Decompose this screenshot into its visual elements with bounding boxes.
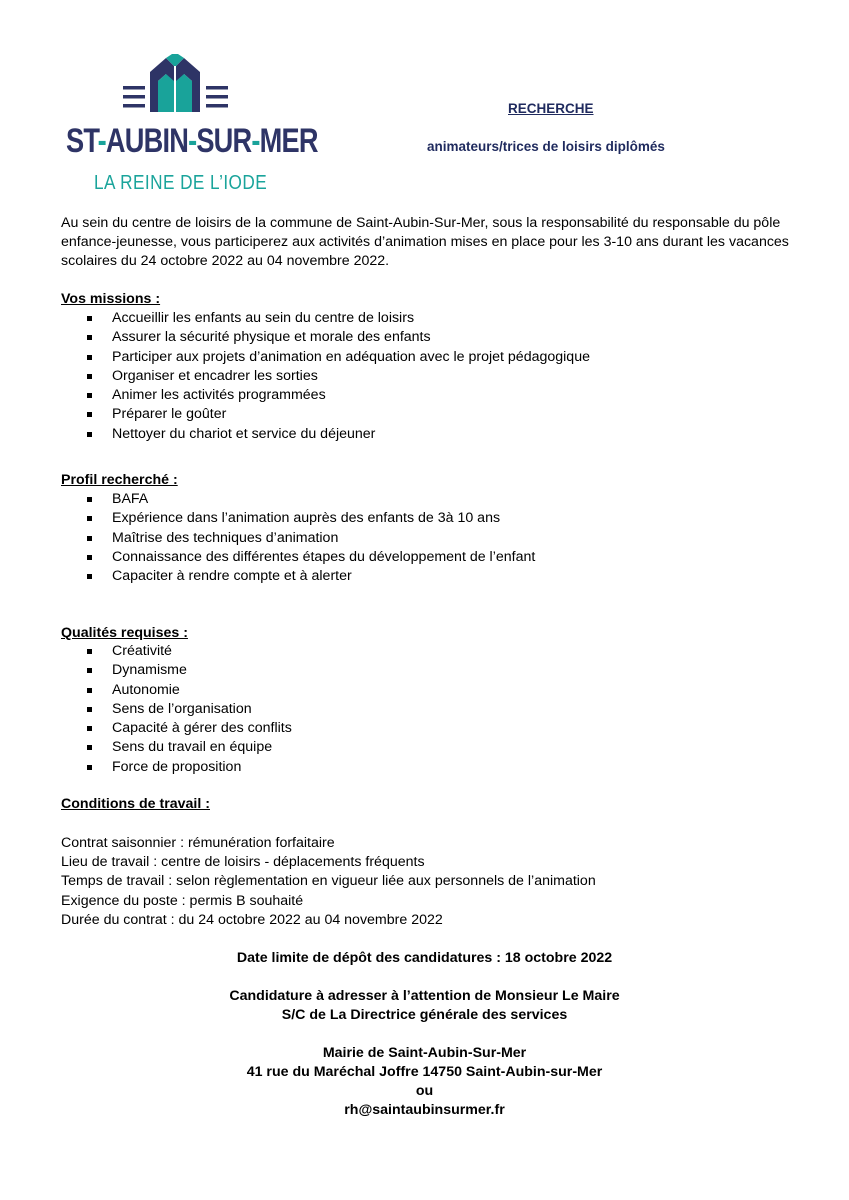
list-item: Connaissance des différentes étapes du développement de l’enfant [61,548,535,567]
bullet-icon [87,355,92,360]
list-item: Expérience dans l’animation auprès des enfants de 3à 10 ans [61,509,535,528]
missions-heading: Vos missions : [61,291,161,307]
list-item: Assurer la sécurité physique et morale des enfants [61,328,590,347]
houses-emblem-icon [66,54,284,124]
bullet-icon [87,432,92,437]
list-item: Sens de l’organisation [61,700,292,719]
bullet-icon [87,393,92,398]
page-title: RECHERCHE [508,101,594,116]
intro-paragraph [61,214,789,272]
bullet-icon [87,516,92,521]
condition-line: Temps de travail : selon règlementation en vigueur liée aux personnels de l’animation [61,873,596,890]
intro-line: scolaires du 24 octobre 2022 au 04 novembre 2022. [61,253,390,270]
bullet-icon [87,536,92,541]
bullet-icon [87,497,92,502]
list-item: Animer les activités programmées [61,386,590,405]
condition-line: Contrat saisonnier : rémunération forfaitaire [61,835,335,851]
candidature-line: S/C de La Directrice générale des services [281,1007,568,1023]
bullet-icon [87,765,92,770]
list-item: Force de proposition [61,758,292,777]
town-logo [66,54,318,199]
bullet-icon [87,555,92,560]
address-line: 41 rue du Maréchal Joffre 14750 Saint-Aubin-sur-Mer [246,1064,603,1080]
bullet-icon [87,745,92,750]
bullet-icon [87,726,92,731]
missions-list [61,309,590,444]
list-item: Participer aux projets d’animation en adéquation avec le projet pédagogique [61,348,590,367]
bullet-icon [87,649,92,654]
list-item: Préparer le goûter [61,405,590,424]
bullet-icon [87,668,92,673]
list-item: Nettoyer du chariot et service du déjeuner [61,425,590,444]
intro-line: Au sein du centre de loisirs de la commune de Saint-Aubin-Sur-Mer, sous la responsabilité du responsable du pôle [61,215,781,231]
bullet-icon [87,574,92,579]
page-subtitle: animateurs/trices de loisirs diplômés [427,139,665,154]
profil-list [61,490,535,586]
bullet-icon [87,412,92,417]
candidature-line: Candidature à adresser à l’attention de Monsieur Le Maire [229,988,620,1004]
list-item: Maîtrise des techniques d’animation [61,529,535,548]
deadline: Date limite de dépôt des candidatures : 18 octobre 2022 [236,950,613,966]
address-or: ou [415,1083,434,1099]
bullet-icon [87,374,92,379]
list-item: Organiser et encadrer les sorties [61,367,590,386]
list-item: Capaciter à rendre compte et à alerter [61,567,535,586]
list-item: Sens du travail en équipe [61,738,292,757]
list-item: Capacité à gérer des conflits [61,719,292,738]
profil-heading: Profil recherché : [61,472,178,488]
list-item: Autonomie [61,681,292,700]
address-line: Mairie de Saint-Aubin-Sur-Mer [322,1045,527,1061]
qualites-heading: Qualités requises : [61,625,188,641]
list-item: BAFA [61,490,535,509]
bullet-icon [87,707,92,712]
list-item: Dynamisme [61,661,292,680]
intro-line: enfance-jeunesse, vous participerez aux activités d’animation mises en place pour les 3-10 ans durant les vacances [61,234,789,251]
conditions-list [61,834,596,930]
bullet-icon [87,688,92,693]
contact-email: rh@saintaubinsurmer.fr [344,1102,505,1118]
logo-wordmark: ST-AUBIN-SUR-MER [66,122,318,160]
logo-tagline: LA REINE DE L’IODE [94,172,268,194]
bullet-icon [87,316,92,321]
conditions-heading: Conditions de travail : [61,796,210,812]
bullet-icon [87,335,92,340]
list-item: Créativité [61,642,292,661]
list-item: Accueillir les enfants au sein du centre de loisirs [61,309,590,328]
condition-line: Exigence du poste : permis B souhaité [61,892,304,909]
condition-line: Durée du contrat : du 24 octobre 2022 au 04 novembre 2022 [61,911,443,928]
condition-line: Lieu de travail : centre de loisirs - déplacements fréquents [61,854,425,871]
qualites-list [61,642,292,777]
